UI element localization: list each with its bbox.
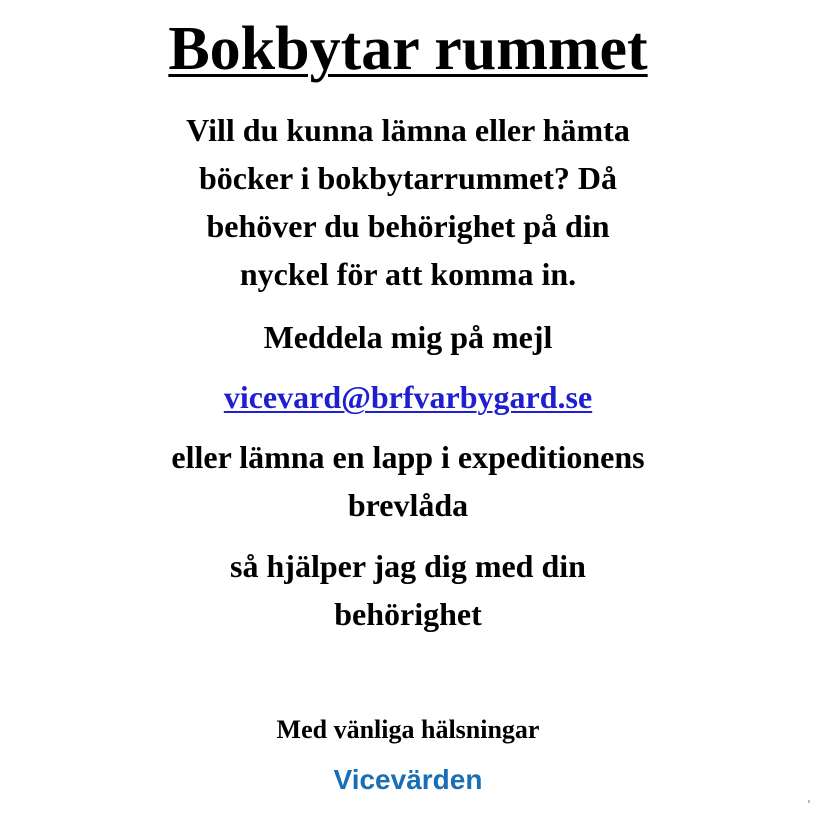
alternative-line: brevlåda [347, 487, 469, 523]
intro-line: behöver du behörighet på din [206, 208, 610, 244]
signature: Vicevärden [333, 764, 483, 795]
intro-paragraph [0, 106, 816, 298]
intro-line: böcker i bokbytarrummet? Då [198, 160, 618, 196]
contact-prompt: Meddela mig på mejl [263, 319, 553, 355]
edge-mark [808, 800, 810, 803]
intro-line: Vill du kunna lämna eller hämta [186, 112, 630, 148]
notice-title: Bokbytar rummet [168, 15, 648, 83]
alternative-paragraph [0, 433, 816, 529]
help-line: behörighet [334, 596, 482, 632]
intro-line: nyckel för att komma in. [239, 256, 577, 292]
email-line [0, 373, 816, 421]
help-line: så hjälper jag dig med din [230, 548, 586, 584]
greeting: Med vänliga hälsningar [276, 715, 540, 744]
alternative-line: eller lämna en lapp i expeditionens [171, 439, 645, 475]
help-paragraph [0, 542, 816, 638]
email-link[interactable]: vicevard@brfvarbygard.se [223, 379, 593, 415]
